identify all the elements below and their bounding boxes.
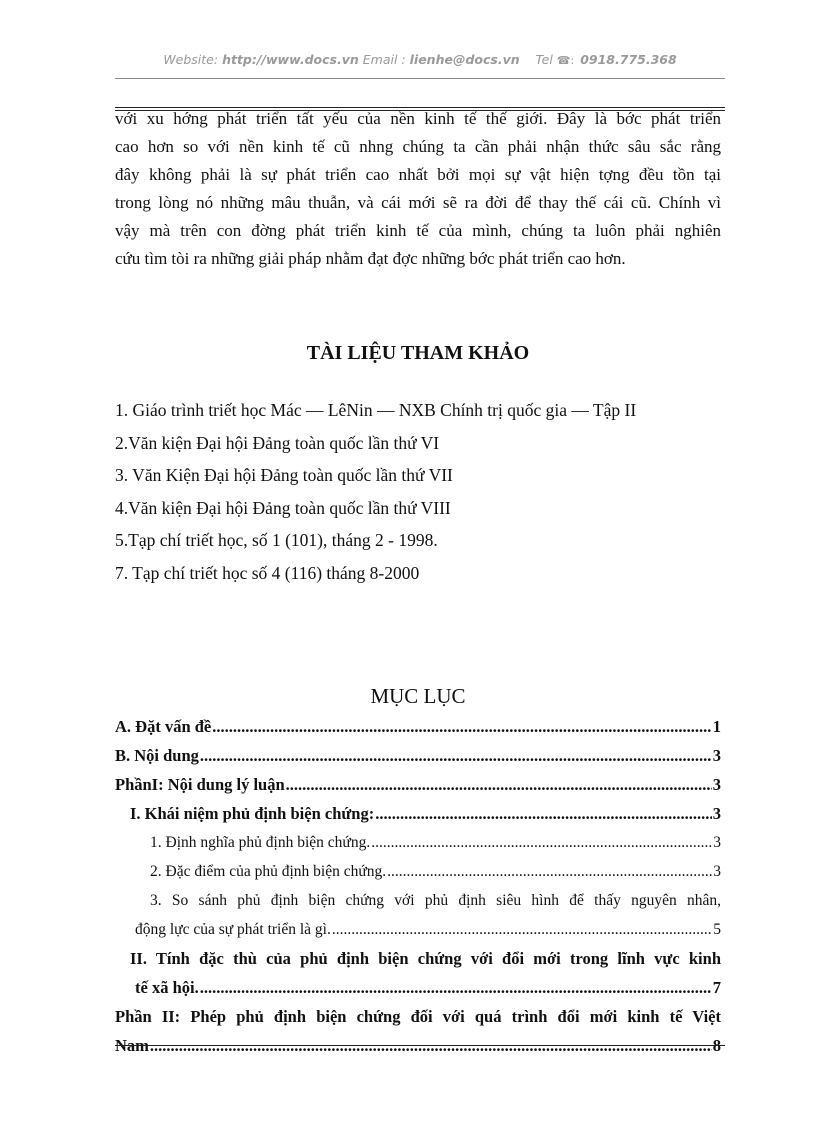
reference-item: 3. Văn Kiện Đại hội Đảng toàn quốc lần thứ VII [115, 465, 453, 485]
website-url[interactable]: http://www.docs.vn [222, 52, 359, 67]
phone-number: 0918.775.368 [580, 52, 677, 67]
paragraph-line: đây không phải là sự phát triển cao nhất bởi mọi sự vật hiện tợng đều tồn tại [115, 165, 721, 184]
toc-entry-text: 1. Định nghĩa phủ định biện chứng. [150, 834, 371, 851]
toc-entry-dinh-nghia[interactable] [115, 829, 721, 858]
toc-page-number: 5 [713, 921, 721, 938]
toc-entry-text: I. Khái niệm phủ định biện chứng: [130, 804, 375, 823]
toc-entry-text: động lực của sự phát triển là gì. [135, 921, 331, 938]
reference-item: 7. Tạp chí triết học số 4 (116) tháng 8-2000 [115, 562, 420, 583]
toc-page-number: 3 [712, 804, 721, 823]
toc-page-number: 3 [713, 834, 721, 851]
toc-entry-dat-van-de[interactable] [115, 713, 721, 742]
paragraph-line: trong lòng nó những mâu thuẫn, và cái mới sẽ ra đời để thay thế cái cũ. Chính vì [115, 193, 721, 212]
paragraph-line: vậy mà trên con đờng phát triển kinh tế của mình, chúng ta luôn phải nghiên [115, 221, 721, 240]
toc-entry-text: Nam [115, 1036, 149, 1055]
toc-entry-text: A. Đặt vấn đề [115, 717, 212, 736]
toc-page-number: 7 [712, 978, 721, 997]
paragraph-line: cao hơn so với nền kinh tế cũ nhng chúng ta cần phải nhận thức sâu sắc rằng [115, 137, 721, 156]
toc-title: MỤC LỤC [370, 684, 466, 708]
email-label: Email : [362, 52, 406, 67]
references-list [115, 396, 721, 591]
toc-entry-phan-2-line1[interactable]: Phần II: Phép phủ định biện chứng đối với quá trình đổi mới kinh tế Việt [115, 1007, 721, 1026]
reference-item: 4.Văn kiện Đại hội Đảng toàn quốc lần thứ VIII [115, 497, 451, 518]
footer-rule [115, 1045, 725, 1046]
page-header [115, 52, 725, 67]
header-rule [115, 78, 725, 79]
toc-page-number: 3 [712, 775, 721, 794]
toc-entry-text: 2. Đặc điểm của phủ định biện chứng. [150, 863, 387, 880]
toc-entry-noi-dung[interactable] [115, 742, 721, 771]
table-of-contents [115, 713, 721, 1061]
tel-label: Tel [535, 52, 553, 67]
toc-entry-phan-1[interactable] [115, 771, 721, 800]
paragraph-line: cứu tìm tòi ra những giải pháp nhằm đạt đợc những bớc phát triển cao hơn. [115, 249, 626, 268]
email-address[interactable]: lienhe@docs.vn [409, 52, 520, 67]
toc-entry-tinh-dac-thu-line1[interactable]: II. Tính đặc thù của phủ định biện chứng với đổi mới trong lĩnh vực kinh [130, 949, 721, 968]
phone-icon: ☎: [556, 54, 575, 67]
toc-page-number: 8 [712, 1036, 721, 1055]
reference-item: 5.Tạp chí triết học, số 1 (101), tháng 2 - 1998. [115, 530, 438, 550]
body-paragraph [115, 105, 721, 273]
toc-entry-so-sanh-line1[interactable]: 3. So sánh phủ định biện chứng với phủ định siêu hình để thấy nguyên nhân, [150, 892, 721, 909]
toc-entry-phan-2[interactable] [115, 1032, 721, 1061]
paragraph-line: với xu hớng phát triển tất yếu của nền kinh tế thế giới. Đây là bớc phát triển [115, 109, 721, 128]
reference-item: 2.Văn kiện Đại hội Đảng toàn quốc lần thứ VI [115, 432, 440, 453]
toc-entry-dac-diem[interactable] [115, 858, 721, 887]
toc-page-number: 3 [713, 863, 721, 880]
toc-entry-so-sanh[interactable] [115, 916, 721, 945]
references-title: TÀI LIỆU THAM KHẢO [306, 342, 530, 364]
toc-entry-text: tế xã hội. [135, 978, 199, 997]
toc-entry-tinh-dac-thu[interactable] [115, 974, 721, 1003]
reference-item: 1. Giáo trình triết học Mác — LêNin — NXB Chính trị quốc gia — Tập II [115, 400, 637, 420]
toc-entry-text: PhầnI: Nội dung lý luận [115, 775, 285, 794]
toc-entry-text: B. Nội dung [115, 746, 199, 765]
toc-page-number: 1 [712, 717, 721, 736]
toc-entry-khai-niem[interactable] [115, 800, 721, 829]
toc-page-number: 3 [712, 746, 721, 765]
website-label: Website: [163, 52, 219, 67]
